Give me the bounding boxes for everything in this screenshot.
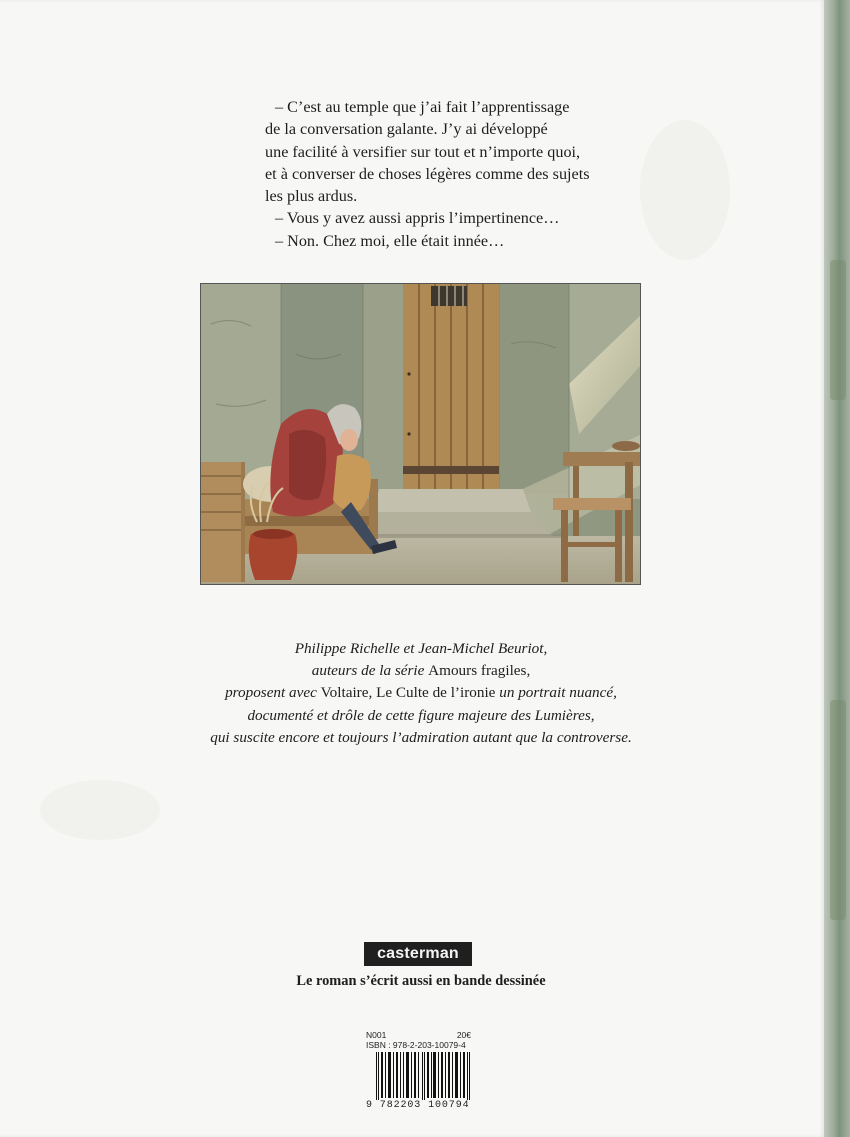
quote-line: de la conversation galante. J’y ai développé: [265, 120, 548, 139]
blurb-line: documenté et drôle de cette figure majeure des Lumières,: [247, 706, 595, 724]
barcode-digits: 9 782203 100794: [366, 1100, 474, 1111]
spine-shading: [830, 260, 846, 400]
blurb-series-line: [200, 660, 642, 682]
blurb-text: un portrait nuancé,: [495, 684, 617, 702]
blurb-line: qui suscite encore et toujours l’admiration autant que la controverse.: [210, 728, 632, 746]
book-title: Voltaire, Le Culte de l’ironie: [320, 684, 496, 702]
comic-panel-illustration: [200, 283, 641, 585]
barcode-icon: [376, 1052, 471, 1102]
price: 20€: [456, 1030, 471, 1040]
quote-line: les plus ardus.: [265, 187, 358, 206]
blurb-authors: Philippe Richelle et Jean-Michel Beuriot,: [294, 640, 548, 657]
product-code: N001: [366, 1030, 387, 1040]
barcode-block: [366, 1030, 471, 1110]
spine-edge: [824, 0, 850, 1137]
quote-line: et à converser de choses légères comme des sujets: [265, 164, 590, 183]
isbn-text: ISBN : 978-2-203-10079-4: [366, 1040, 466, 1050]
cell-scene-drawing: [201, 284, 641, 585]
publisher-tagline: Le roman s’écrit aussi en bande dessinée: [296, 973, 546, 989]
book-description: [200, 638, 642, 749]
blurb-text: auteurs de la série: [311, 662, 429, 680]
quote-line: une facilité à versifier sur tout et n’importe quoi,: [265, 142, 581, 161]
spine-shading: [830, 700, 846, 920]
quote-line: – Vous y avez aussi appris l’impertinence…: [275, 209, 560, 228]
dialogue-quote: [265, 96, 605, 252]
quote-line: – Non. Chez moi, elle était innée…: [275, 231, 505, 250]
quote-line: – C’est au temple que j’ai fait l’apprentissage: [275, 98, 570, 116]
blurb-text: proposent avec: [225, 684, 321, 702]
blurb-title-line: [200, 682, 642, 704]
series-title: Amours fragiles,: [428, 662, 531, 680]
publisher-logo: casterman: [364, 942, 472, 966]
paper-smudge: [40, 780, 160, 840]
paper-smudge: [640, 120, 730, 260]
